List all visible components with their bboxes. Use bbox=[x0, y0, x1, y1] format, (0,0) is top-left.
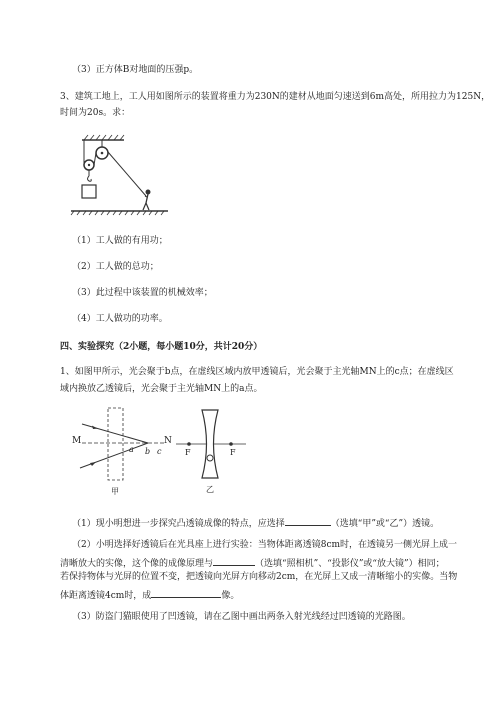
q3-part2: （2）工人做的总功； bbox=[72, 262, 159, 272]
answer-blank-3[interactable] bbox=[151, 587, 221, 598]
s4-p2-line1: （2）小明选择好透镜后在光具座上进行实验：当物体距离透镜8cm时，在透镜另一侧光屏上成一 bbox=[72, 540, 458, 550]
s4-p2-line4 bbox=[60, 587, 239, 602]
pulley-figure bbox=[68, 134, 173, 216]
label-a: a bbox=[129, 445, 134, 454]
answer-blank-2[interactable] bbox=[213, 555, 255, 566]
label-N: N bbox=[164, 436, 172, 446]
answer-blank-1[interactable] bbox=[285, 515, 331, 526]
q3-line2: 时间为20s。求： bbox=[60, 108, 131, 118]
q3-line1: 3、建筑工地上，工人用如图所示的装置将重力为230N的建材从地面匀速送到6m高处，所用拉力为125N， bbox=[60, 92, 491, 102]
label-F-right: F bbox=[230, 448, 236, 457]
s4-p2-line4-post: 像。 bbox=[221, 591, 240, 601]
q2-part3: （3）正方体B对地面的压强p。 bbox=[72, 65, 199, 75]
lens-figure-yi bbox=[172, 406, 254, 498]
label-c: c bbox=[157, 447, 162, 456]
s4-p3: （3）防盗门猫眼使用了凹透镜，请在乙图中画出两条入射光线经过凹透镜的光路图。 bbox=[72, 612, 411, 622]
label-F-left: F bbox=[185, 448, 191, 457]
q3-part4: （4）工人做功的功率。 bbox=[72, 314, 168, 324]
q3-part1: （1）工人做的有用功； bbox=[72, 236, 168, 246]
s4-p2-line4-pre: 体距离透镜4cm时，成 bbox=[60, 591, 152, 601]
label-M: M bbox=[72, 436, 82, 446]
s4-q1-line2: 域内换放乙透镜后，光会聚于主光轴MN上的a点。 bbox=[60, 384, 263, 394]
s4-p2-line3: 若保持物体与光屏的位置不变，把透镜向光屏方向移动2cm，在光屏上又成一清晰缩小的实像。当物 bbox=[60, 572, 458, 582]
lens-figure-jia bbox=[68, 406, 186, 498]
s4-p1 bbox=[72, 515, 439, 530]
s4-q1-line1: 1、如图甲所示，光会聚于b点，在虚线区域内放甲透镜后，光会聚于主光轴MN上的c点；在虚线区 bbox=[60, 367, 454, 377]
q3-part3: （3）此过程中该装置的机械效率； bbox=[72, 288, 213, 298]
label-b: b bbox=[145, 447, 151, 456]
s4-p1-post: （选填“甲”或“乙”）透镜。 bbox=[330, 519, 440, 529]
caption-jia: 甲 bbox=[111, 487, 119, 496]
s4-p2-line2 bbox=[60, 555, 445, 570]
section-heading: 四、实验探究（2小题，每小题10分，共计20分） bbox=[60, 342, 263, 352]
s4-p2-line2-post: （选填“照相机”、“投影仪”或“放大镜”）相同； bbox=[255, 559, 445, 569]
s4-p1-pre: （1）现小明想进一步探究凸透镜成像的特点，应选择 bbox=[72, 519, 285, 529]
s4-p2-line2-pre: 清晰放大的实像，这个像的成像原理与 bbox=[60, 559, 214, 569]
caption-yi: 乙 bbox=[206, 485, 214, 494]
